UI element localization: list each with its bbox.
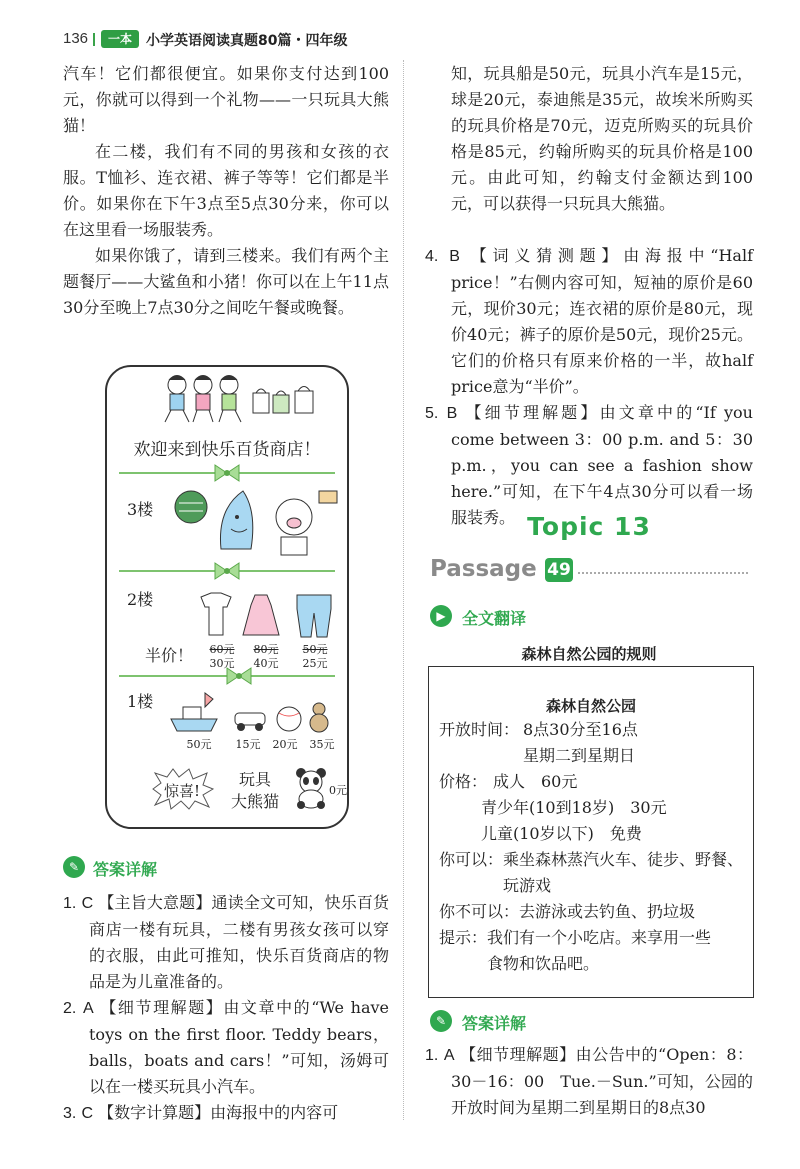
toy-price: 20元 [272,738,298,751]
translation-heading-text: 全文翻译 [462,609,527,628]
answer-item: 1. A 【细节理解题】由公告中的“Open：8：30－16：00 Tue.－Sun.”可知，公园的开放时间为星期二到星期日的8点30 [425,1045,753,1117]
clothes-illustration [193,591,343,641]
floor-2-label: 2楼 [127,590,154,609]
bow-icon [213,560,241,582]
notice-tip-text: 我们有一个小吃店。来享用一些 [487,928,712,947]
notice-open-days: 星期二到星期日 [523,746,636,765]
lightbulb-icon: ✎ [63,856,85,878]
lightbulb-icon: ✎ [430,1010,452,1032]
notice-park-name: 森林自然公园 [545,697,636,715]
notice-can-text-cont: 玩游戏 [503,876,552,895]
brand-logo: 一本 [101,30,139,48]
store-poster [105,365,349,829]
answers-heading-text: 答案详解 [93,860,158,879]
answer-continuation: 知，玩具船是50元，玩具小汽车是15元，球是20元，泰迪熊是35元，故埃米所购买的玩具价格是70元，迈克所购买的玩具价格是85元，约翰所购买的玩具价格是100元。由此可知，约翰支付金额达到100元，可以获得一只玩具大熊猫。 [451,64,753,213]
notice-tip-label: 提示： [439,928,488,947]
sale-price: 30元 [209,657,235,670]
gift-price: 0元 [329,784,347,797]
notice-open-time: 8点30分至16点 [523,720,638,739]
answer-item: 2. A 【细节理解题】由文章中的“We have toys on the first floor. Teddy bears，balls，boats and cars！”可知，汤姆可以在一楼买玩具小汽车。 [63,998,390,1096]
answer-list-right-2 [425,1042,753,1121]
notice-cannot-text: 去游泳或去钓鱼、扔垃圾 [519,902,696,921]
answer-item: 5. B 【细节理解题】由文章中的“If you come between 3：00 p.m. and 5：30 p.m.，you can see a fashion show here.”可知，在下午4点30分可以看一场服装秀。 [425,403,753,527]
panda-icon [293,767,329,809]
half-price-label: 半价！ [145,646,194,665]
notice-price-child: 儿童(10岁以下) 免费 [481,824,642,843]
original-price: 50元 [302,643,328,656]
passage-dotted-rule [578,572,748,574]
notice-can-text: 乘坐森林蒸汽火车、徒步、野餐、 [503,850,744,869]
gift-label-line2: 大熊猫 [230,792,279,811]
sale-price: 40元 [253,657,279,670]
sale-price: 25元 [302,657,328,670]
toy-price: 50元 [186,738,212,751]
poster-welcome: 欢迎来到快乐百货商店！ [133,440,321,460]
passage-number: 49 [545,558,573,582]
floor-3-label: 3楼 [127,500,154,519]
original-price: 60元 [209,643,235,656]
answers-heading-text: 答案详解 [462,1014,527,1033]
notice-can-label: 你可以： [439,850,504,869]
restaurant-illustration [169,479,339,559]
notice-price-teen: 青少年(10到18岁) 30元 [481,798,667,817]
notice-cannot-label: 你不可以： [439,902,520,921]
toy-price: 15元 [235,738,261,751]
notice-open-label: 开放时间： [439,720,520,739]
kids-shopping-illustration [157,371,337,427]
notice-price-label: 价格： [439,772,488,791]
answer-item: 3. C 【数字计算题】由海报中的内容可 [63,1103,339,1122]
story-paragraph: 汽车！它们都很便宜。如果你支付达到100元，你就可以得到一个礼物——一只玩具大熊猫！ [63,64,389,135]
header-divider [93,33,95,46]
book-title: 小学英语阅读真题80篇・四年级 [146,33,348,49]
answer-list-right [425,243,753,531]
toys-illustration [169,689,339,735]
play-icon: ▶ [430,605,452,627]
park-notice-box [428,666,754,998]
story-paragraph: 如果你饿了，请到三楼来。我们有两个主题餐厅——大鲨鱼和小猪！你可以在上午11点30分至晚上7点30分之间吃午餐或晚餐。 [63,246,389,317]
notice-price-adult: 成人 60元 [493,772,578,791]
notice-title: 森林自然公园的规则 [521,645,657,663]
passage-label: Passage [430,556,537,582]
floor-1-label: 1楼 [127,692,154,711]
bow-icon [225,665,253,687]
surprise-label: 惊喜! [163,782,201,800]
story-paragraph: 在二楼，我们有不同的男孩和女孩的衣服。T恤衫、连衣裙、裤子等等！它们都是半价。如果你在下午3点至5点30分来，你可以在这里看一场服装秀。 [63,142,389,239]
original-price: 80元 [253,643,279,656]
answer-list-left [63,890,389,1127]
toy-price: 35元 [309,738,335,751]
notice-tip-text-cont: 食物和饮品吧。 [487,954,600,973]
page-number: 136 [63,30,89,47]
answer-item: 1. C 【主旨大意题】通读全文可知，快乐百货商店一楼有玩具，二楼有男孩女孩可以穿的衣服，由此可推知，快乐百货商店的物品是为儿童准备的。 [63,893,389,991]
topic-title: Topic 13 [527,512,651,541]
column-divider [403,60,404,1120]
answer-item: 4. B 【词义猜测题】由海报中“Half price！”右侧内容可知，短袖的原价是60元，现价30元；连衣裙的原价是80元，现价40元；裤子的原价是50元，现价25元。它们的价格只有原来价格的一半，故half price意为“半价”。 [425,246,754,396]
gift-label-line1: 玩具 [238,770,271,789]
